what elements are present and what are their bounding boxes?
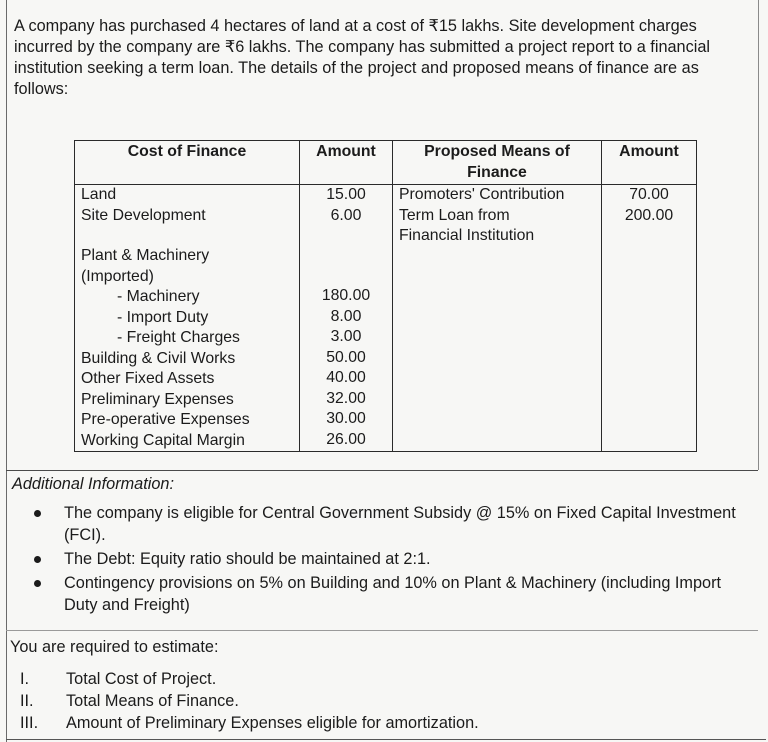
cost-item-preoperative: Pre-operative Expenses [81, 411, 250, 428]
item-number: II. [20, 692, 34, 710]
additional-info-list [26, 502, 756, 618]
item-number: III. [20, 714, 39, 732]
header-amount: Amount [602, 141, 697, 185]
cost-item-other-assets: Other Fixed Assets [81, 370, 215, 387]
spacer [306, 266, 386, 286]
amount-preoperative: 30.00 [326, 410, 366, 427]
cost-item-import-duty: - Import Duty [117, 308, 209, 326]
cost-item-working-capital: Working Capital Margin [81, 431, 245, 449]
right-border [758, 0, 759, 470]
bullet-icon [34, 556, 41, 563]
amount-preliminary: 32.00 [326, 389, 366, 407]
means-item-promoters: Promoters' Contribution [399, 186, 565, 203]
amount-building: 50.00 [326, 348, 366, 366]
item-number: I. [20, 670, 30, 688]
amount-site-development: 6.00 [330, 206, 362, 224]
amount-land: 15.00 [326, 186, 366, 203]
item-text: Total Means of Finance. [66, 692, 239, 710]
means-amounts-cell [602, 185, 697, 452]
project-finance-table [74, 140, 697, 452]
cost-item-preliminary: Preliminary Expenses [81, 390, 234, 408]
header-means-of-finance: Proposed Means of Finance [393, 141, 602, 185]
required-list [20, 668, 479, 734]
means-items-cell [393, 185, 602, 452]
bottom-border [6, 739, 766, 740]
cost-item-land: Land [81, 186, 117, 203]
amount-promoters: 70.00 [629, 186, 669, 203]
amount-import-duty: 8.00 [330, 307, 362, 325]
required-divider [6, 630, 758, 631]
cost-item-building: Building & Civil Works [81, 349, 236, 367]
spacer [306, 246, 386, 266]
list-item [26, 502, 756, 546]
list-item [20, 668, 479, 690]
cost-item-site-development: Site Development [81, 206, 206, 224]
means-item-term-loan-institution: Financial Institution [399, 227, 535, 244]
means-item-term-loan: Term Loan from [399, 206, 510, 224]
table-header-row [75, 141, 697, 185]
bullet-icon [34, 510, 41, 517]
required-title: You are required to estimate: [10, 638, 219, 656]
list-item [26, 548, 756, 570]
additional-info-title: Additional Information: [12, 475, 175, 493]
amount-term-loan: 200.00 [624, 206, 674, 224]
spacer [81, 226, 293, 246]
list-item [20, 690, 479, 712]
amount-other-assets: 40.00 [326, 369, 366, 386]
cost-item-plant: Plant & Machinery [81, 247, 210, 264]
problem-statement: A company has purchased 4 hectares of land at a cost of ₹15 lakhs. Site development charges incurred by the company are ₹6 lakhs. The company has submitted a project report to a financial institution seeking a term loan. The details of the project and proposed means of finance are as follows: [14, 17, 711, 98]
bullet-text: The company is eligible for Central Government Subsidy @ 15% on Fixed Capital Investment (FCI). [64, 504, 736, 544]
item-text: Total Cost of Project. [66, 670, 217, 688]
amount-working-capital: 26.00 [326, 430, 366, 448]
header-cost-of-finance: Cost of Finance [75, 141, 300, 185]
amount-machinery: 180.00 [321, 287, 371, 304]
cost-amounts-cell [300, 185, 393, 452]
cost-item-freight: - Freight Charges [117, 329, 240, 346]
cost-items-cell [75, 185, 300, 452]
cost-item-plant-imported: (Imported) [81, 267, 154, 285]
spacer [306, 226, 386, 246]
bullet-text: The Debt: Equity ratio should be maintained at 2:1. [64, 550, 431, 568]
bullet-icon [34, 580, 41, 587]
list-item [20, 712, 479, 734]
amount-freight: 3.00 [330, 328, 362, 345]
header-amount: Amount [300, 141, 393, 185]
bullet-text: Contingency provisions on 5% on Building and 10% on Plant & Machinery (including Import Duty and Freight) [64, 574, 722, 614]
cost-item-machinery: - Machinery [117, 288, 200, 305]
item-text: Amount of Preliminary Expenses eligible for amortization. [66, 714, 479, 732]
list-item [26, 572, 756, 616]
table-row [75, 185, 697, 452]
